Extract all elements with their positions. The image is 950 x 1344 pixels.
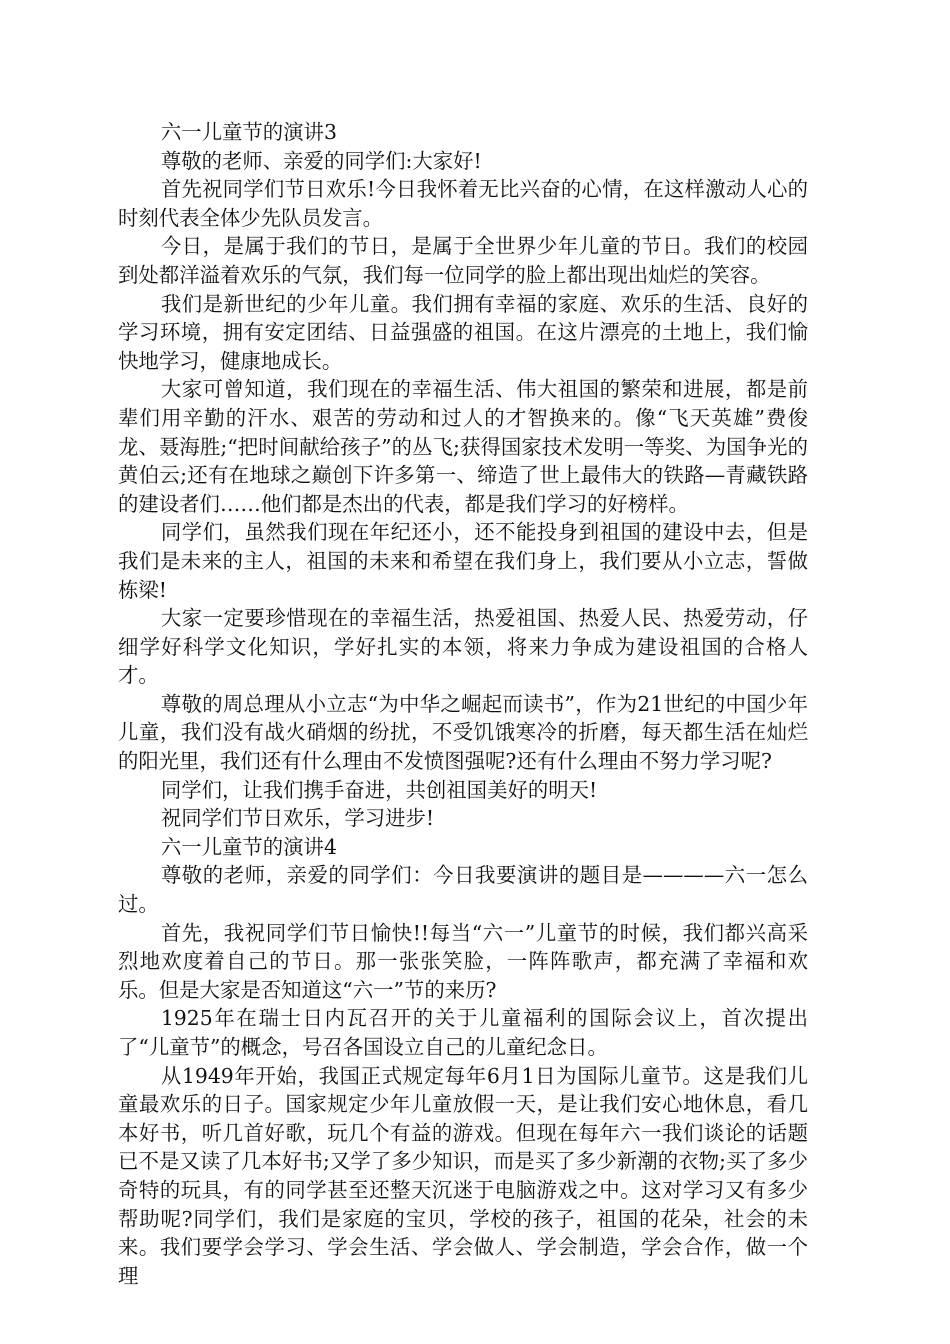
speech-3-paragraph: 尊敬的周总理从小立志“为中华之崛起而读书”，作为21世纪的中国少年儿童，我们没有战火硝烟的纷扰，不受饥饿寒冷的折磨，每天都生活在灿烂的阳光里，我们还有什么理由不发愤图强呢?还有什么理由不努力学习呢? [118, 691, 808, 774]
speech-3-paragraph: 同学们，让我们携手奋进，共创祖国美好的明天! [160, 777, 598, 802]
speech-3-paragraph: 今日，是属于我们的节日，是属于全世界少年儿童的节日。我们的校园到处都洋溢着欢乐的气氛，我们每一位同学的脸上都出现出灿烂的笑容。 [118, 234, 808, 287]
speech-4-paragraph: 首先，我祝同学们节日愉快!!每当“六一”儿童节的时候，我们都兴高采烈地欢度着自己的节日。那一张张笑脸，一阵阵歌声，都充满了幸福和欢乐。但是大家是否知道这“六一”节的来历? [118, 920, 808, 1002]
speech-4-greeting: 尊敬的老师，亲爱的同学们：今日我要演讲的题目是————六一怎么过。 [118, 863, 808, 917]
document-page [118, 118, 808, 1290]
speech-3-paragraph: 同学们，虽然我们现在年纪还小，还不能投身到祖国的建设中去，但是我们是未来的主人，祖国的未来和希望在我们身上，我们要从小立志，誓做栋梁! [118, 520, 808, 602]
speech-3-paragraph: 大家可曾知道，我们现在的幸福生活、伟大祖国的繁荣和进展，都是前辈们用辛勤的汗水、艰苦的劳动和过人的才智换来的。像“飞天英雄”费俊龙、聂海胜;“把时间献给孩子”的丛飞;获得国家技术发明一等奖、为国争光的黄伯云;还有在地球之巅创下许多第一、缔造了世上最伟大的铁路—青藏铁路的建设者们……他们都是杰出的代表，都是我们学习的好榜样。 [118, 377, 808, 516]
speech-3-greeting: 尊敬的老师、亲爱的同学们:大家好! [160, 148, 482, 173]
speech-4-title: 六一儿童节的演讲4 [160, 834, 337, 859]
speech-3-paragraph: 首先祝同学们节日欢乐!今日我怀着无比兴奋的心情，在这样激动人心的时刻代表全体少先队员发言。 [118, 177, 808, 230]
speech-4-paragraph: 1925年在瑞士日内瓦召开的关于儿童福利的国际会议上，首次提出了“儿童节”的概念，号召各国设立自己的儿童纪念日。 [118, 1006, 808, 1059]
speech-3-title: 六一儿童节的演讲3 [160, 120, 337, 144]
speech-3-paragraph: 大家一定要珍惜现在的幸福生活，热爱祖国、热爱人民、热爱劳动，仔细学好科学文化知识，学好扎实的本领，将来力争成为建设祖国的合格人才。 [118, 606, 808, 688]
speech-3-closing: 祝同学们节日欢乐，学习进步! [160, 806, 435, 831]
speech-3-paragraph: 我们是新世纪的少年儿童。我们拥有幸福的家庭、欢乐的生活、良好的学习环境，拥有安定团结、日益强盛的祖国。在这片漂亮的土地上，我们愉快地学习，健康地成长。 [118, 291, 808, 373]
speech-4-paragraph: 从1949年开始，我国正式规定每年6月1日为国际儿童节。这是我们儿童最欢乐的日子。国家规定少年儿童放假一天，是让我们安心地休息，看几本好书，听几首好歌，玩几个有益的游戏。但现在每年六一我们谈论的话题已不是又读了几本好书;又学了多少知识，而是买了多少新潮的衣物;买了多少奇特的玩具，有的同学甚至还整天沉迷于电脑游戏之中。这对学习又有多少帮助呢?同学们，我们是家庭的宝贝，学校的孩子，祖国的花朵，社会的未来。我们要学会学习、学会生活、学会做人、学会制造，学会合作，做一个理 [118, 1063, 808, 1288]
